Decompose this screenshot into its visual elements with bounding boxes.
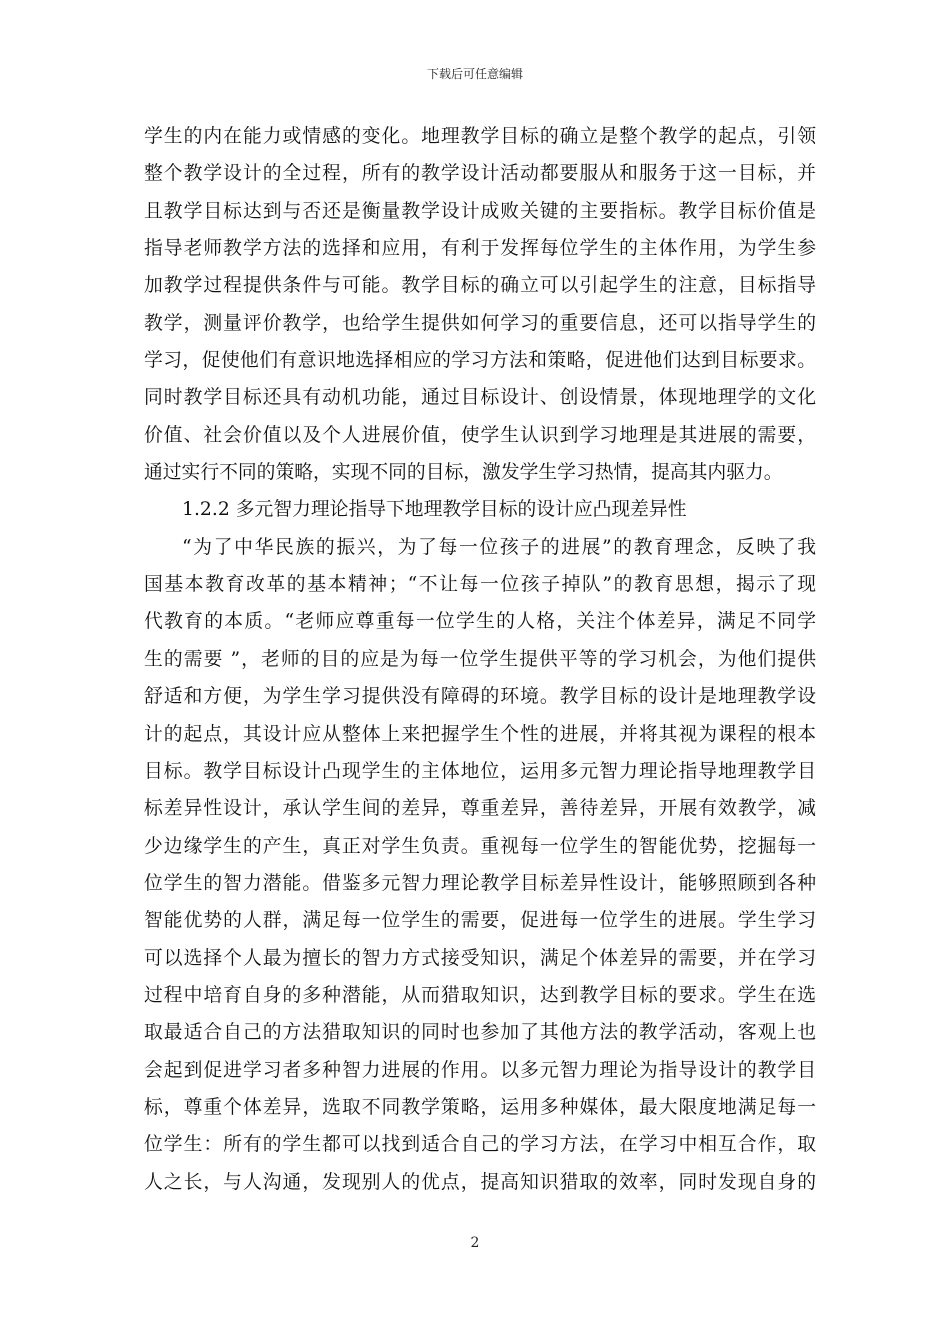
text-line: 可以选择个人最为擅长的智力方式接受知识，满足个体差异的需要，并在学习 (144, 947, 816, 969)
text-line: 学习，促使他们有意识地选择相应的学习方法和策略，促进他们达到目标要求。 (144, 350, 816, 372)
text-line: 智能优势的人群，满足每一位学生的需要，促进每一位学生的进展。学生学习 (144, 910, 816, 932)
text-line: 舒适和方便，为学生学习提供没有障碍的环境。教学目标的设计是地理教学设 (144, 686, 816, 708)
text-line: 通过实行不同的策略，实现不同的目标，激发学生学习热情，提高其内驱力。 (144, 462, 783, 484)
text-line: 指导老师教学方法的选择和应用，有利于发挥每位学生的主体作用，为学生参 (144, 238, 816, 260)
text-line: 取最适合自己的方法猎取知识的同时也参加了其他方法的教学活动，客观上也 (144, 1022, 816, 1044)
text-line: 少边缘学生的产生，真正对学生负责。重视每一位学生的智能优势，挖掘每一 (144, 835, 816, 857)
page-number: 2 (470, 1235, 480, 1251)
text-line: 生的需要 ”，老师的目的应是为每一位学生提供平等的学习机会，为他们提供 (144, 648, 816, 670)
text-line: 位学生的智力潜能。借鉴多元智力理论教学目标差异性设计，能够照顾到各种 (144, 872, 816, 894)
text-line: 同时教学目标还具有动机功能，通过目标设计、创设情景，体现地理学的文化 (144, 387, 816, 409)
text-line: “为了中华民族的振兴，为了每一位孩子的进展”的教育理念，反映了我 (182, 536, 816, 558)
text-line: 目标。教学目标设计凸现学生的主体地位，运用多元智力理论指导地理教学目 (144, 760, 816, 782)
page-header: 下载后可任意编辑 (426, 67, 523, 81)
text-line: 加教学过程提供条件与可能。教学目标的确立可以引起学生的注意，目标指导 (144, 275, 816, 297)
text-line: 代教育的本质。“老师应尊重每一位学生的人格，关注个体差异，满足不同学 (144, 611, 816, 633)
paragraph-1 (144, 118, 816, 491)
text-line: 且教学目标达到与否还是衡量教学设计成败关键的主要指标。教学目标价值是 (144, 200, 816, 222)
text-line: 整个教学设计的全过程，所有的教学设计活动都要服从和服务于这一目标，并 (144, 163, 816, 185)
text-line: 学生的内在能力或情感的变化。地理教学目标的确立是整个教学的起点，引领 (144, 126, 816, 147)
text-line: 教学，测量评价教学，也给学生提供如何学习的重要信息，还可以指导学生的 (144, 312, 816, 334)
document-body (144, 118, 816, 1201)
text-line: 会起到促进学习者多种智力进展的作用。以多元智力理论为指导设计的教学目 (144, 1059, 816, 1081)
text-line: 过程中培育自身的多种潜能，从而猎取知识，达到教学目标的要求。学生在选 (144, 984, 816, 1006)
text-line: 计的起点，其设计应从整体上来把握学生个性的进展，并将其视为课程的根本 (144, 723, 816, 745)
text-line: 价值、社会价值以及个人进展价值，使学生认识到学习地理是其进展的需要， (144, 424, 816, 446)
section-heading: 1.2.2 多元智力理论指导下地理教学目标的设计应凸现差异性 (182, 499, 687, 521)
text-line: 人之长，与人沟通，发现别人的优点，提高知识猎取的效率，同时发现自身的 (144, 1171, 816, 1193)
paragraph-2 (144, 529, 816, 1201)
text-line: 国基本教育改革的基本精神；“不让每一位孩子掉队”的教育思想，揭示了现 (144, 574, 816, 596)
text-line: 标差异性设计，承认学生间的差异，尊重差异，善待差异，开展有效教学，减 (144, 798, 816, 820)
text-line: 标，尊重个体差异，选取不同教学策略，运用多种媒体，最大限度地满足每一 (144, 1096, 816, 1118)
text-line: 位学生：所有的学生都可以找到适合自己的学习方法，在学习中相互合作，取 (144, 1134, 816, 1156)
